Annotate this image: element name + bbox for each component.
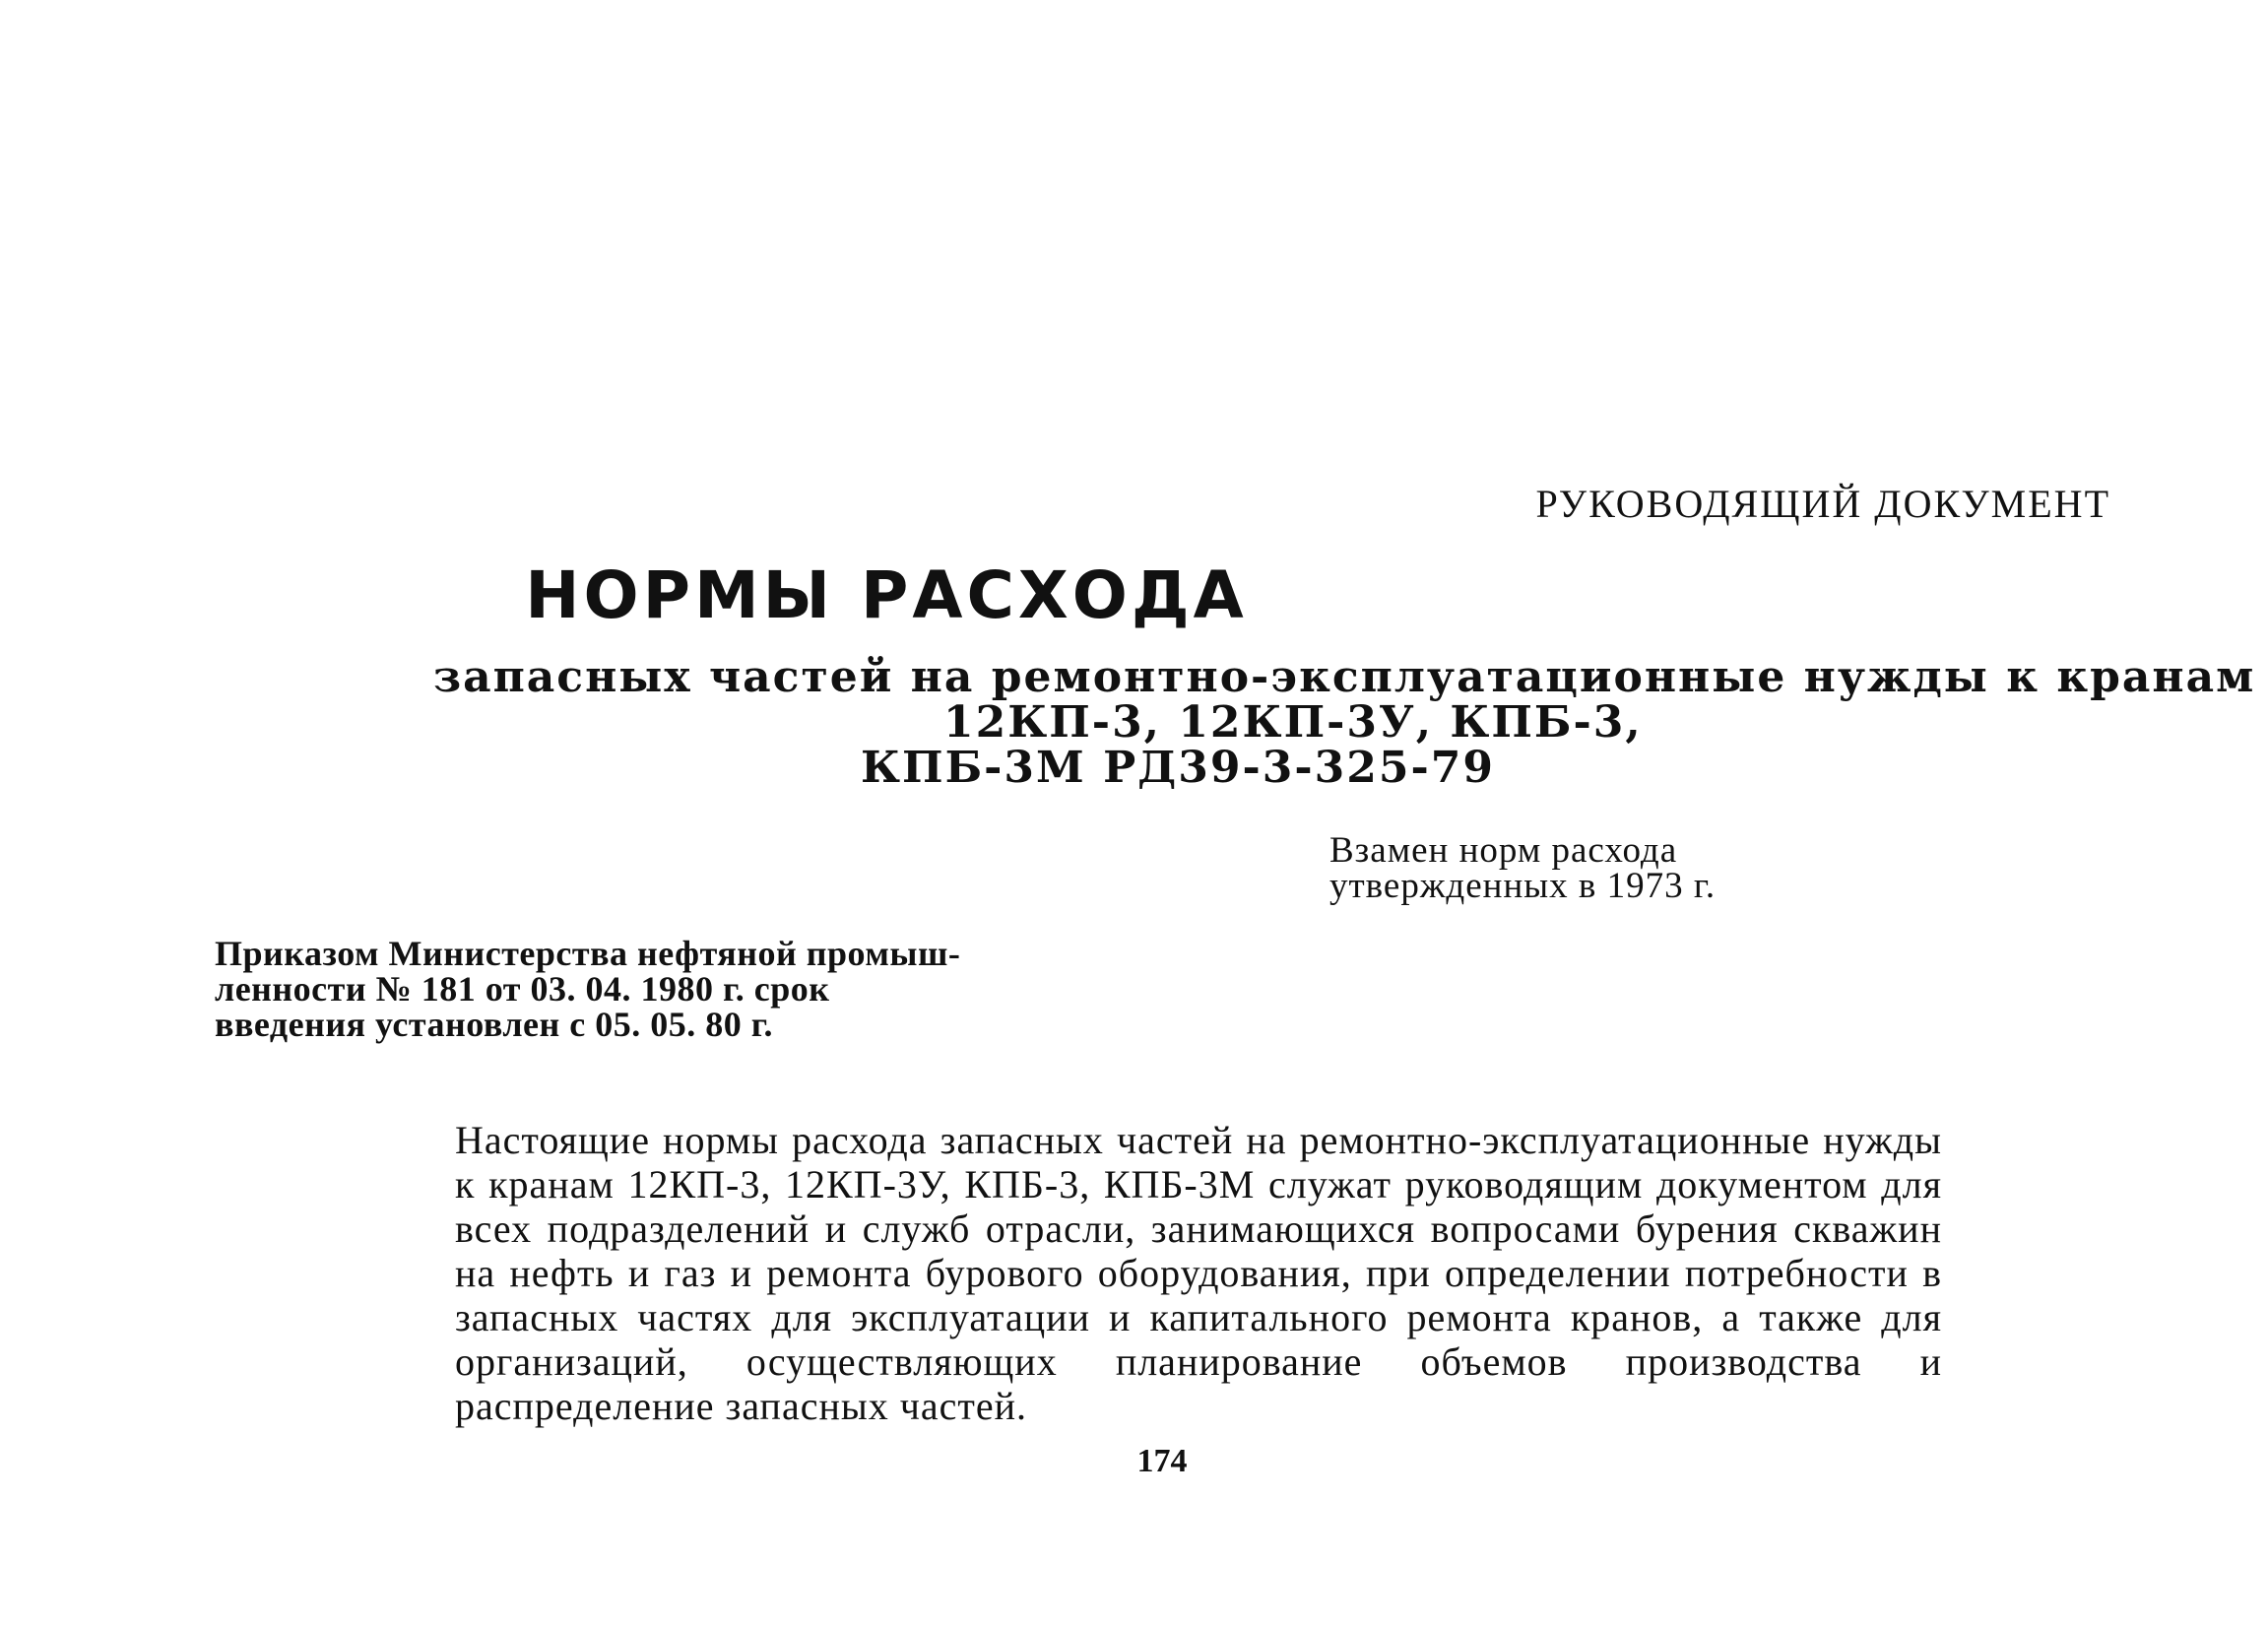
replaces-line-2: утвержденных в 1973 г. xyxy=(1329,866,1717,906)
replaces-note xyxy=(1329,830,1881,906)
body-paragraph: Настоящие нормы расхода запасных частей на ремонтно-эксплуатационные нужды к кранам 12КП-3, 12КП-3У, КПБ-3, КПБ-3М служат руководящим документом для всех подразделений и служб отрасли, занимающихся вопросами бурения скважин на нефть и газ и ремонта бурового оборудования, при определении потребности в запасных частях для эксплуатации и капитального ремонта кранов, а также для организаций, осуществляющих планирование объемов производства и распределение запасных частей. xyxy=(455,1118,1942,1428)
subtitle-line-2: 12КП-3, 12КП-3У, КПБ-3, xyxy=(943,697,1643,748)
order-line-3: введения установлен с 05. 05. 80 г. xyxy=(215,1005,774,1044)
document-type-label: РУКОВОДЯЩИЙ ДОКУМЕНТ xyxy=(1535,482,2110,526)
order-line-1: Приказом Министерства нефтяной промыш- xyxy=(215,934,961,973)
subtitle-line-1: запасных частей на ремонтно-эксплуатационные нужды к кранам xyxy=(433,652,2256,702)
page-number: 174 xyxy=(1136,1443,1188,1479)
document-title: НОРМЫ РАСХОДА xyxy=(525,557,1248,633)
order-line-2: ленности № 181 от 03. 04. 1980 г. срок xyxy=(215,969,830,1009)
approval-order xyxy=(215,936,1071,1042)
replaces-line-1: Взамен норм расхода xyxy=(1329,830,1678,871)
subtitle-line-3: КПБ-3М РД39-3-325-79 xyxy=(861,743,1495,793)
document-subtitle xyxy=(433,652,2256,793)
